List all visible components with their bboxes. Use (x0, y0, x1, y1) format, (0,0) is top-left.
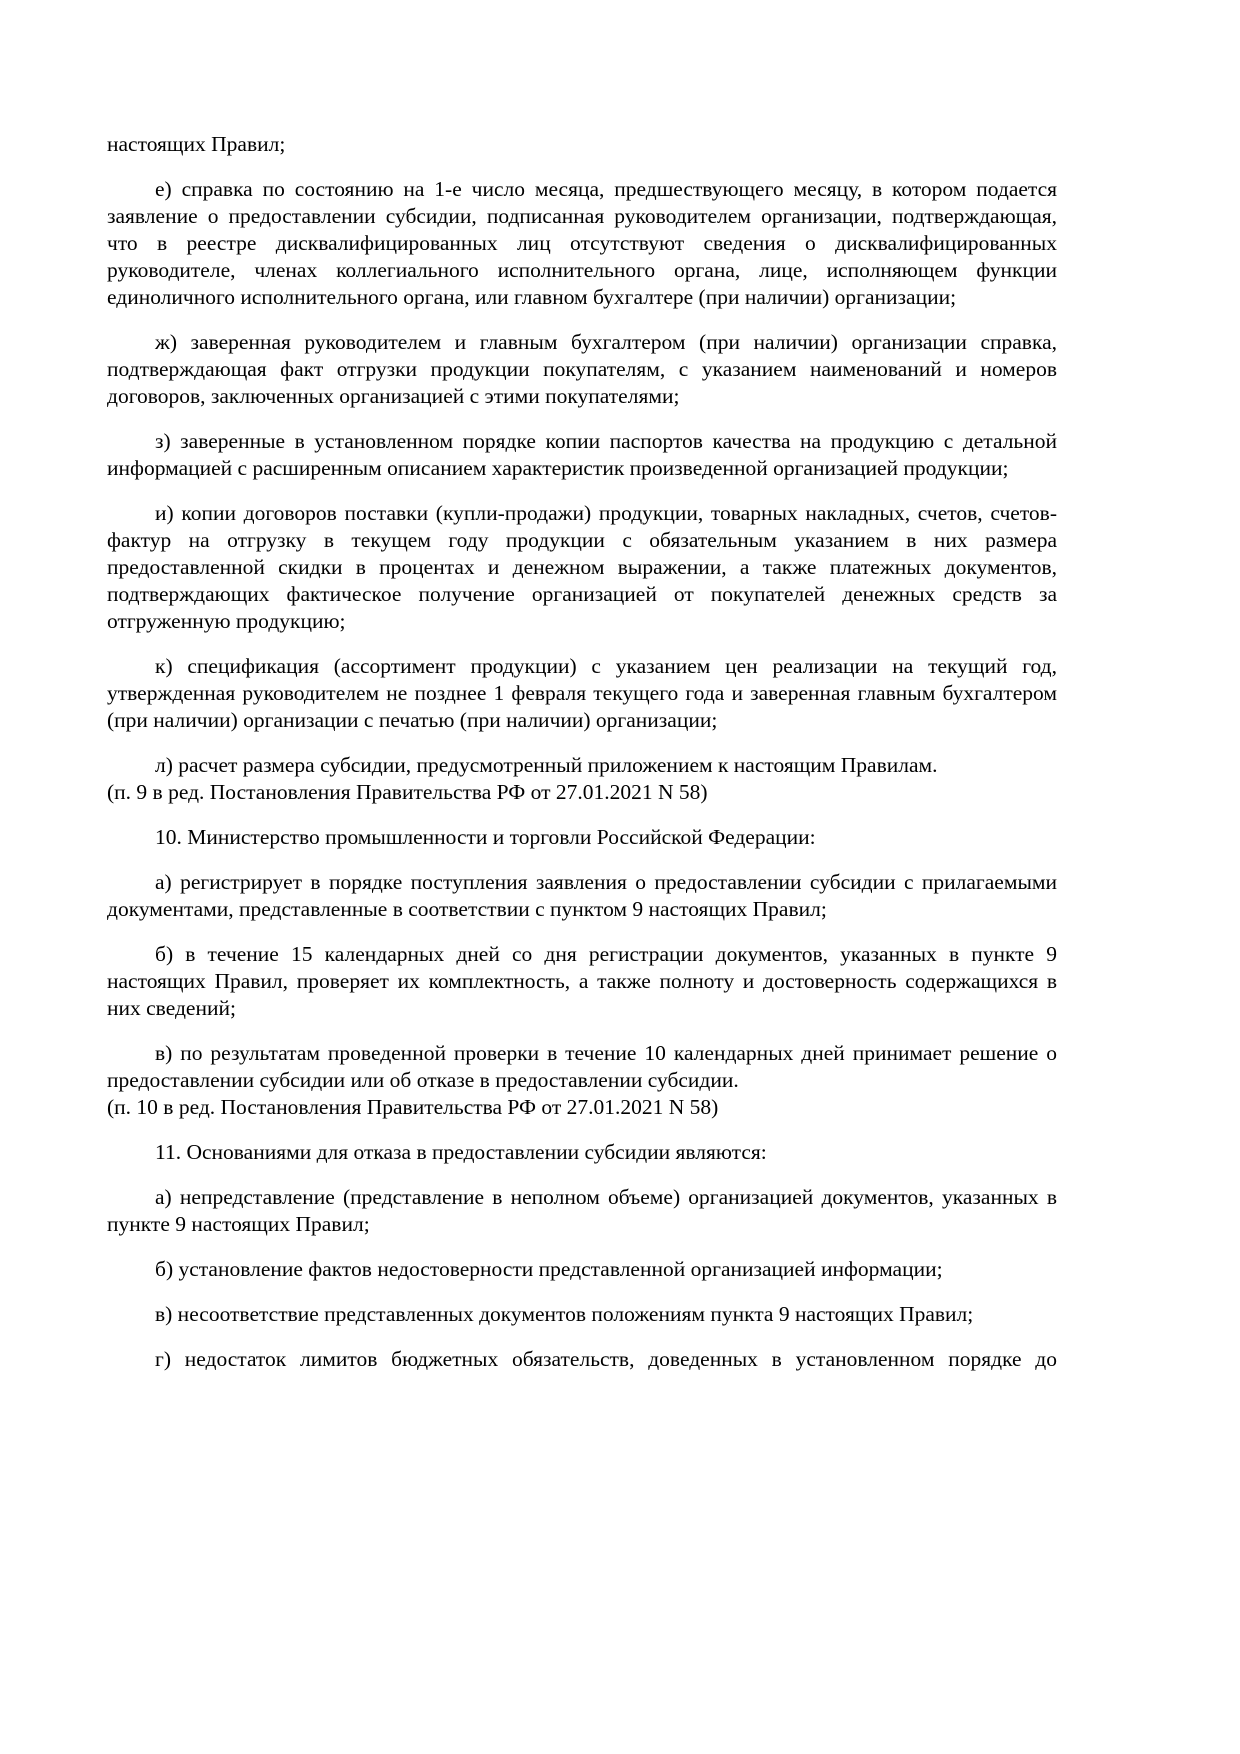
amendment-note: (п. 10 в ред. Постановления Правительства РФ от 27.01.2021 N 58) (107, 1095, 719, 1119)
paragraph: а) непредставление (представление в неполном объеме) организацией документов, указанных в пункте 9 настоящих Правил; (107, 1185, 1057, 1236)
paragraph: к) спецификация (ассортимент продукции) с указанием цен реализации на текущий год, утвержденная руководителем не позднее 1 февраля текущего года и заверенная главным бухгалтером (при наличии) организации с печатью (при наличии) организации; (107, 654, 1057, 732)
paragraph: 10. Министерство промышленности и торговли Российской Федерации: (155, 825, 816, 849)
paragraph: б) установление фактов недостоверности представленной организацией информации; (155, 1257, 943, 1281)
paragraph: е) справка по состоянию на 1-е число месяца, предшествующего месяцу, в котором подается заявление о предоставлении субсидии, подписанная руководителем организации, подтверждающая, что в реестре дисквалифицированных лиц отсутствуют сведения о дисквалифицированных руководителе, членах коллегиального исполнительного органа, лице, исполняющем функции единоличного исполнительного органа, или главном бухгалтере (при наличии) организации; (107, 177, 1057, 309)
paragraph: в) по результатам проведенной проверки в течение 10 календарных дней принимает решение о предоставлении субсидии или об отказе в предоставлении субсидии. (107, 1041, 1057, 1092)
paragraph: г) недостаток лимитов бюджетных обязательств, доведенных в установленном порядке до (155, 1347, 1057, 1371)
paragraph: в) несоответствие представленных документов положениям пункта 9 настоящих Правил; (155, 1302, 974, 1326)
paragraph: ж) заверенная руководителем и главным бухгалтером (при наличии) организации справка, подтверждающая факт отгрузки продукции покупателям, с указанием наименований и номеров договоров, заключенных организацией с этими покупателями; (107, 330, 1057, 408)
paragraph: л) расчет размера субсидии, предусмотренный приложением к настоящим Правилам. (155, 753, 938, 777)
paragraph: и) копии договоров поставки (купли-продажи) продукции, товарных накладных, счетов, счетов-фактур на отгрузку в текущем году продукции с обязательным указанием в них размера предоставленной скидки в процентах и денежном выражении, а также платежных документов, подтверждающих фактическое получение организацией от покупателей денежных средств за отгруженную продукцию; (107, 501, 1057, 633)
document-page (107, 131, 1057, 1391)
paragraph: настоящих Правил; (107, 132, 286, 156)
paragraph: з) заверенные в установленном порядке копии паспортов качества на продукцию с детальной информацией с расширенным описанием характеристик произведенной организацией продукции; (107, 429, 1057, 480)
paragraph: 11. Основаниями для отказа в предоставлении субсидии являются: (155, 1140, 767, 1164)
paragraph: а) регистрирует в порядке поступления заявления о предоставлении субсидии с прилагаемыми документами, представленные в соответствии с пунктом 9 настоящих Правил; (107, 870, 1057, 921)
paragraph: б) в течение 15 календарных дней со дня регистрации документов, указанных в пункте 9 настоящих Правил, проверяет их комплектность, а также полноту и достоверность содержащихся в них сведений; (107, 942, 1057, 1020)
amendment-note: (п. 9 в ред. Постановления Правительства РФ от 27.01.2021 N 58) (107, 780, 708, 804)
